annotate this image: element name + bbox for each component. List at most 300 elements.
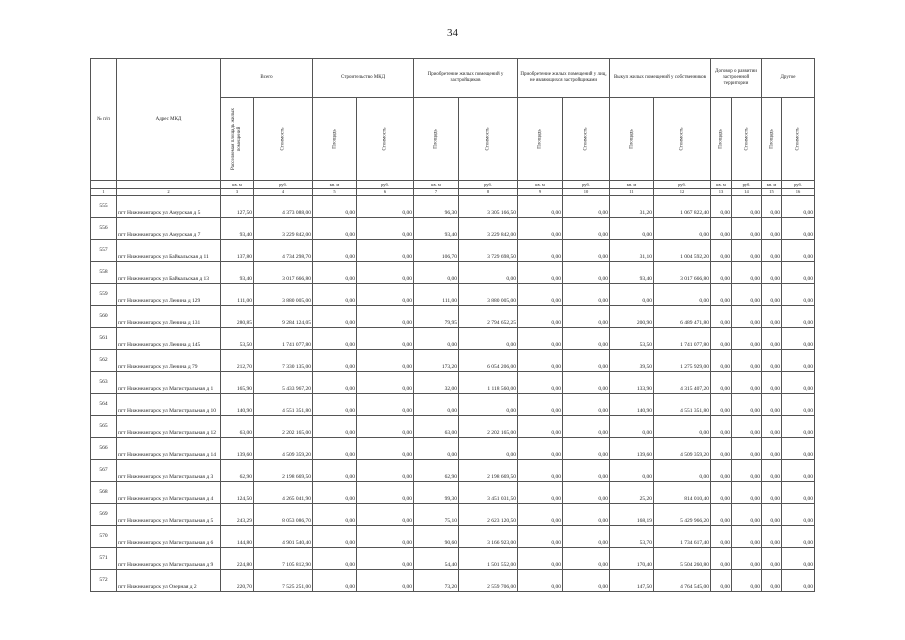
value-cell: 0,00 (357, 570, 414, 592)
row-number: 562 (91, 350, 117, 372)
address-cell: пгт Нижнеангарск ул Озерная д 2 (117, 570, 221, 592)
value-cell: 3 229 842,00 (254, 218, 313, 240)
value-cell: 0,00 (563, 394, 610, 416)
value-cell: 0,00 (357, 328, 414, 350)
unit-cell: кв. м (762, 181, 782, 189)
value-cell: 1 004 592,20 (654, 240, 711, 262)
table-row (91, 438, 815, 460)
value-cell: 147,50 (610, 570, 654, 592)
value-cell: 0,00 (654, 284, 711, 306)
address-cell: пгт Нижнеангарск ул Ленина д 129 (117, 284, 221, 306)
table-row (91, 306, 815, 328)
value-cell: 0,00 (711, 372, 732, 394)
value-cell: 0,00 (518, 394, 563, 416)
group-header: Приобретение жилых помещений у лиц, не являющихся застройщиками (518, 59, 610, 98)
value-cell: 0,00 (732, 218, 762, 240)
value-cell: 96,30 (414, 196, 459, 218)
value-cell: 0,00 (762, 416, 782, 438)
value-cell: 0,00 (732, 284, 762, 306)
value-cell: 0,00 (762, 548, 782, 570)
value-cell: 0,00 (654, 218, 711, 240)
value-cell: 0,00 (563, 460, 610, 482)
value-cell: 79,95 (414, 306, 459, 328)
value-cell: 0,00 (518, 504, 563, 526)
value-cell: 93,40 (221, 262, 254, 284)
table-row (91, 262, 815, 284)
value-cell: 0,00 (313, 394, 357, 416)
value-cell: 0,00 (313, 482, 357, 504)
area-label: Площадь (537, 129, 543, 149)
value-cell: 0,00 (563, 570, 610, 592)
area-label: Площадь (332, 129, 337, 149)
value-cell: 0,00 (357, 504, 414, 526)
value-cell: 1 741 077,80 (654, 328, 711, 350)
value-cell: 1 067 822,40 (654, 196, 711, 218)
address-cell: пгт Нижнеангарск ул Амурская д 7 (117, 218, 221, 240)
value-cell: 0,00 (313, 570, 357, 592)
address-cell: пгт Нижнеангарск ул Магистральная д 10 (117, 394, 221, 416)
value-cell: 0,00 (357, 394, 414, 416)
value-cell: 106,70 (414, 240, 459, 262)
table-row (91, 570, 815, 592)
value-cell: 0,00 (357, 460, 414, 482)
column-number: 7 (414, 189, 459, 196)
cost-label: Стоимость (679, 127, 685, 151)
value-cell: 0,00 (518, 218, 563, 240)
value-cell: 62,90 (221, 460, 254, 482)
value-cell: 4 509 359,20 (654, 438, 711, 460)
row-number: 567 (91, 460, 117, 482)
address-cell: пгт Нижнеангарск ул Магистральная д 6 (117, 526, 221, 548)
value-cell: 0,00 (313, 548, 357, 570)
sub-header-cell (654, 98, 711, 181)
table-row (91, 350, 815, 372)
unit-cell: руб. (563, 181, 610, 189)
column-number: 8 (459, 189, 518, 196)
address-cell: пгт Нижнеангарск ул Магистральная д 12 (117, 416, 221, 438)
value-cell: 0,00 (711, 350, 732, 372)
table-row (91, 504, 815, 526)
column-number: 5 (313, 189, 357, 196)
value-cell: 0,00 (459, 438, 518, 460)
value-cell: 0,00 (518, 438, 563, 460)
value-cell: 4 551 351,80 (254, 394, 313, 416)
value-cell: 0,00 (563, 284, 610, 306)
address-cell: пгт Нижнеангарск ул Байкальская д 11 (117, 240, 221, 262)
column-number: 14 (732, 189, 762, 196)
unit-cell: руб. (459, 181, 518, 189)
value-cell: 0,00 (563, 504, 610, 526)
value-cell: 4 315 407,20 (654, 372, 711, 394)
value-cell: 2 202 165,00 (459, 416, 518, 438)
value-cell: 63,00 (414, 416, 459, 438)
value-cell: 39,50 (610, 350, 654, 372)
column-number: 11 (610, 189, 654, 196)
unit-cell: кв. м (518, 181, 563, 189)
value-cell: 212,70 (221, 350, 254, 372)
value-cell: 0,00 (357, 482, 414, 504)
cost-label: Стоимость (485, 127, 491, 151)
value-cell: 0,00 (518, 460, 563, 482)
value-cell: 0,00 (732, 306, 762, 328)
value-cell: 0,00 (711, 438, 732, 460)
group-header: Другое (762, 59, 815, 98)
value-cell: 5 429 966,20 (654, 504, 711, 526)
row-number: 571 (91, 548, 117, 570)
area-label: Площадь (769, 129, 774, 149)
column-number: 9 (518, 189, 563, 196)
area-label: Площадь (718, 129, 724, 149)
value-cell: 73,20 (414, 570, 459, 592)
value-cell: 99,30 (414, 482, 459, 504)
sub-header-cell (313, 98, 357, 181)
unit-cell: руб. (782, 181, 815, 189)
value-cell: 170,40 (610, 548, 654, 570)
value-cell: 4 265 041,90 (254, 482, 313, 504)
value-cell: 0,00 (711, 196, 732, 218)
value-cell: 0,00 (357, 372, 414, 394)
unit-cell: руб. (732, 181, 762, 189)
table-row (91, 416, 815, 438)
value-cell: 0,00 (518, 240, 563, 262)
value-cell: 0,00 (711, 218, 732, 240)
value-cell: 0,00 (313, 372, 357, 394)
value-cell: 814 010,40 (654, 482, 711, 504)
value-cell: 0,00 (762, 504, 782, 526)
value-cell: 0,00 (357, 240, 414, 262)
table-body (91, 196, 815, 592)
value-cell: 0,00 (357, 306, 414, 328)
value-cell: 0,00 (313, 328, 357, 350)
table-row (91, 482, 815, 504)
value-cell: 31,20 (610, 196, 654, 218)
value-cell: 0,00 (782, 218, 815, 240)
value-cell: 0,00 (762, 570, 782, 592)
value-cell: 0,00 (762, 306, 782, 328)
value-cell: 7 525 251,00 (254, 570, 313, 592)
total-area-label: Расселяемая площадь жилых помещений (231, 108, 242, 170)
table-row (91, 284, 815, 306)
row-number: 561 (91, 328, 117, 350)
value-cell: 0,00 (732, 328, 762, 350)
value-cell: 25,20 (610, 482, 654, 504)
value-cell: 2 198 669,50 (254, 460, 313, 482)
table-row (91, 218, 815, 240)
cost-label: Стоимость (382, 127, 388, 151)
value-cell: 0,00 (610, 416, 654, 438)
value-cell: 168,19 (610, 504, 654, 526)
value-cell: 0,00 (563, 328, 610, 350)
value-cell: 93,40 (414, 218, 459, 240)
value-cell: 0,00 (782, 482, 815, 504)
value-cell: 4 901 540,40 (254, 526, 313, 548)
sub-header-cell (711, 98, 732, 181)
row-number: 558 (91, 262, 117, 284)
row-number: 556 (91, 218, 117, 240)
value-cell: 0,00 (732, 460, 762, 482)
value-cell: 0,00 (711, 394, 732, 416)
column-numbers-row (91, 189, 815, 196)
address-cell: пгт Нижнеангарск ул Магистральная д 9 (117, 548, 221, 570)
value-cell: 2 794 652,25 (459, 306, 518, 328)
row-number: 570 (91, 526, 117, 548)
value-cell: 0,00 (313, 240, 357, 262)
value-cell: 0,00 (732, 196, 762, 218)
value-cell: 0,00 (711, 240, 732, 262)
row-number: 560 (91, 306, 117, 328)
value-cell: 137,80 (221, 240, 254, 262)
value-cell: 7 330 135,00 (254, 350, 313, 372)
value-cell: 0,00 (313, 306, 357, 328)
value-cell: 220,70 (221, 570, 254, 592)
row-number: 555 (91, 196, 117, 218)
row-number: 564 (91, 394, 117, 416)
value-cell: 1 275 929,00 (654, 350, 711, 372)
value-cell: 0,00 (459, 262, 518, 284)
value-cell: 165,90 (221, 372, 254, 394)
value-cell: 3 166 923,00 (459, 526, 518, 548)
value-cell: 0,00 (762, 350, 782, 372)
column-number: 3 (221, 189, 254, 196)
value-cell: 0,00 (313, 262, 357, 284)
value-cell: 111,00 (221, 284, 254, 306)
value-cell: 2 559 706,00 (459, 570, 518, 592)
value-cell: 0,00 (732, 240, 762, 262)
value-cell: 0,00 (313, 218, 357, 240)
value-cell: 0,00 (357, 438, 414, 460)
value-cell: 4 551 351,80 (654, 394, 711, 416)
resettlement-table (90, 58, 815, 592)
value-cell: 0,00 (313, 416, 357, 438)
value-cell: 0,00 (459, 328, 518, 350)
value-cell: 0,00 (313, 438, 357, 460)
value-cell: 0,00 (711, 482, 732, 504)
address-cell: пгт Нижнеангарск ул Ленина д 145 (117, 328, 221, 350)
unit-cell-empty (117, 181, 221, 189)
value-cell: 0,00 (357, 196, 414, 218)
value-cell: 3 451 031,50 (459, 482, 518, 504)
value-cell: 140,90 (610, 394, 654, 416)
value-cell: 93,40 (610, 262, 654, 284)
value-cell: 0,00 (782, 262, 815, 284)
value-cell: 54,40 (414, 548, 459, 570)
table-row (91, 196, 815, 218)
value-cell: 127,50 (221, 196, 254, 218)
sub-header-cell (563, 98, 610, 181)
value-cell: 0,00 (414, 394, 459, 416)
value-cell: 0,00 (563, 548, 610, 570)
column-number: 1 (91, 189, 117, 196)
row-number: 566 (91, 438, 117, 460)
value-cell: 0,00 (357, 526, 414, 548)
value-cell: 139,60 (610, 438, 654, 460)
value-cell: 0,00 (711, 262, 732, 284)
value-cell: 0,00 (782, 416, 815, 438)
address-cell: пгт Нижнеангарск ул Магистральная д 1 (117, 372, 221, 394)
value-cell: 0,00 (518, 372, 563, 394)
value-cell: 0,00 (711, 306, 732, 328)
value-cell: 0,00 (313, 284, 357, 306)
value-cell: 0,00 (782, 284, 815, 306)
value-cell: 0,00 (414, 262, 459, 284)
value-cell: 0,00 (762, 262, 782, 284)
value-cell: 0,00 (563, 218, 610, 240)
value-cell: 0,00 (563, 262, 610, 284)
address-cell: пгт Нижнеангарск ул Амурская д 5 (117, 196, 221, 218)
value-cell: 8 053 086,70 (254, 504, 313, 526)
row-number: 559 (91, 284, 117, 306)
value-cell: 0,00 (610, 218, 654, 240)
unit-cell: кв. м (610, 181, 654, 189)
column-number: 12 (654, 189, 711, 196)
num-header: № п/п (91, 59, 117, 181)
value-cell: 0,00 (782, 438, 815, 460)
value-cell: 0,00 (518, 262, 563, 284)
value-cell: 0,00 (762, 328, 782, 350)
value-cell: 6 489 471,80 (654, 306, 711, 328)
value-cell: 0,00 (357, 262, 414, 284)
value-cell: 0,00 (654, 460, 711, 482)
value-cell: 53,50 (221, 328, 254, 350)
value-cell: 0,00 (732, 482, 762, 504)
value-cell: 0,00 (711, 416, 732, 438)
value-cell: 0,00 (518, 350, 563, 372)
value-cell: 0,00 (782, 526, 815, 548)
value-cell: 0,00 (762, 438, 782, 460)
value-cell: 140,90 (221, 394, 254, 416)
sub-header-cell (518, 98, 563, 181)
value-cell: 0,00 (732, 262, 762, 284)
table-row (91, 372, 815, 394)
value-cell: 0,00 (563, 196, 610, 218)
unit-cell: руб. (254, 181, 313, 189)
value-cell: 0,00 (313, 504, 357, 526)
value-cell: 0,00 (414, 438, 459, 460)
value-cell: 0,00 (563, 416, 610, 438)
value-cell: 3 729 698,50 (459, 240, 518, 262)
value-cell: 90,60 (414, 526, 459, 548)
column-number: 13 (711, 189, 732, 196)
value-cell: 139,60 (221, 438, 254, 460)
value-cell: 0,00 (762, 240, 782, 262)
value-cell: 0,00 (711, 284, 732, 306)
value-cell: 0,00 (518, 284, 563, 306)
value-cell: 0,00 (762, 526, 782, 548)
value-cell: 0,00 (732, 570, 762, 592)
value-cell: 2 198 669,50 (459, 460, 518, 482)
value-cell: 0,00 (782, 504, 815, 526)
group-header: Выкуп жилых помещений у собственников (610, 59, 711, 98)
value-cell: 243,29 (221, 504, 254, 526)
value-cell: 0,00 (518, 570, 563, 592)
column-number: 6 (357, 189, 414, 196)
value-cell: 0,00 (313, 460, 357, 482)
value-cell: 3 017 666,80 (254, 262, 313, 284)
sub-header-cell (762, 98, 782, 181)
area-label: Площадь (629, 129, 634, 149)
units-row (91, 181, 815, 189)
sub-header-cell (610, 98, 654, 181)
value-cell: 111,00 (414, 284, 459, 306)
address-cell: пгт Нижнеангарск ул Магистральная д 5 (117, 504, 221, 526)
value-cell: 0,00 (313, 350, 357, 372)
cost-label: Стоимость (280, 127, 286, 151)
value-cell: 0,00 (711, 460, 732, 482)
value-cell: 0,00 (518, 306, 563, 328)
addr-header: Адрес МКД (117, 59, 221, 181)
value-cell: 200,90 (610, 306, 654, 328)
column-number: 15 (762, 189, 782, 196)
value-cell: 0,00 (563, 240, 610, 262)
value-cell: 0,00 (782, 306, 815, 328)
value-cell: 1 501 552,00 (459, 548, 518, 570)
value-cell: 32,00 (414, 372, 459, 394)
value-cell: 0,00 (563, 350, 610, 372)
row-number: 568 (91, 482, 117, 504)
value-cell: 0,00 (782, 548, 815, 570)
value-cell: 0,00 (762, 218, 782, 240)
value-cell: 3 880 005,00 (254, 284, 313, 306)
table-row (91, 394, 815, 416)
value-cell: 173,20 (414, 350, 459, 372)
address-cell: пгт Нижнеангарск ул Байкальская д 13 (117, 262, 221, 284)
value-cell: 0,00 (357, 218, 414, 240)
cost-label: Стоимость (583, 127, 589, 151)
value-cell: 0,00 (518, 526, 563, 548)
value-cell: 0,00 (782, 350, 815, 372)
row-number: 569 (91, 504, 117, 526)
value-cell: 0,00 (782, 570, 815, 592)
value-cell: 0,00 (563, 482, 610, 504)
sub-header-cell (414, 98, 459, 181)
table-row (91, 328, 815, 350)
value-cell: 124,50 (221, 482, 254, 504)
group-header: Строительство МКД (313, 59, 414, 98)
row-number: 557 (91, 240, 117, 262)
value-cell: 224,80 (221, 548, 254, 570)
cost-label: Стоимость (795, 127, 801, 151)
unit-cell: руб. (357, 181, 414, 189)
address-cell: пгт Нижнеангарск ул Ленина д 79 (117, 350, 221, 372)
value-cell: 0,00 (782, 394, 815, 416)
value-cell: 5 504 260,80 (654, 548, 711, 570)
value-cell: 0,00 (459, 394, 518, 416)
sub-header-cell (221, 98, 254, 181)
address-cell: пгт Нижнеангарск ул Магистральная д 3 (117, 460, 221, 482)
value-cell: 0,00 (732, 350, 762, 372)
value-cell: 0,00 (732, 372, 762, 394)
value-cell: 0,00 (563, 438, 610, 460)
value-cell: 0,00 (654, 416, 711, 438)
value-cell: 1 734 617,40 (654, 526, 711, 548)
value-cell: 0,00 (711, 548, 732, 570)
value-cell: 53,50 (610, 328, 654, 350)
sub-header-cell (357, 98, 414, 181)
value-cell: 1 118 560,00 (459, 372, 518, 394)
value-cell: 0,00 (313, 196, 357, 218)
value-cell: 0,00 (762, 394, 782, 416)
value-cell: 0,00 (782, 372, 815, 394)
value-cell: 3 305 166,50 (459, 196, 518, 218)
value-cell: 93,40 (221, 218, 254, 240)
value-cell: 4 509 359,20 (254, 438, 313, 460)
page-number: 34 (447, 27, 458, 39)
unit-cell: руб. (654, 181, 711, 189)
value-cell: 0,00 (357, 284, 414, 306)
value-cell: 75,10 (414, 504, 459, 526)
value-cell: 280,85 (221, 306, 254, 328)
unit-cell: кв. м (221, 181, 254, 189)
